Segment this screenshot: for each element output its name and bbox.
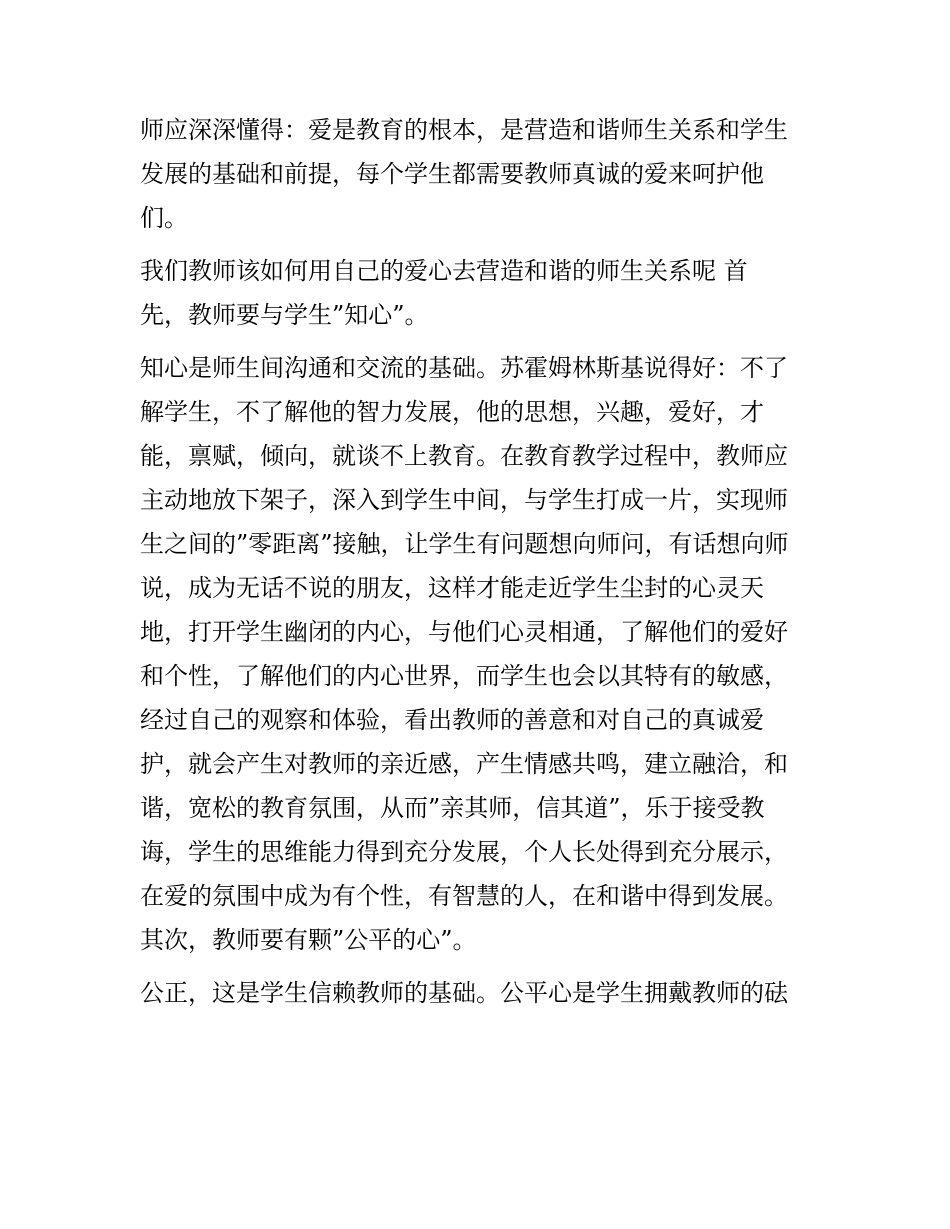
text-line: 我们教师该如何用自己的爱心去营造和谐的师生关系呢 首	[140, 257, 748, 285]
text-line: 主动地放下架子，深入到学生中间，与学生打成一片，实现师	[140, 486, 788, 514]
text-line: 公正，这是学生信赖教师的基础。公平心是学生拥戴教师的砝	[140, 979, 788, 1007]
text-line: 先，教师要与学生”知心”。	[140, 301, 429, 329]
text-line: 知心是师生间沟通和交流的基础。苏霍姆林斯基说得好：不了	[140, 354, 788, 382]
text-line: 谐，宽松的教育氛围，从而”亲其师，信其道”，乐于接受教	[140, 794, 765, 822]
text-line: 发展的基础和前提，每个学生都需要教师真诚的爱来呵护他	[140, 160, 764, 188]
text-line: 解学生，不了解他的智力发展，他的思想，兴趣，爱好，才	[140, 398, 764, 426]
paragraph-4	[140, 971, 820, 1015]
text-line: 和个性，了解他们的内心世界，而学生也会以其特有的敏感，	[140, 662, 788, 690]
text-line: 生之间的”零距离”接触，让学生有问题想向师问，有话想向师	[140, 530, 789, 558]
text-line: 经过自己的观察和体验，看出教师的善意和对自己的真诚爱	[140, 706, 764, 734]
text-line: 地，打开学生幽闭的内心，与他们心灵相通，了解他们的爱好	[140, 618, 788, 646]
document-body	[140, 108, 820, 1024]
text-line: 在爱的氛围中成为有个性，有智慧的人，在和谐中得到发展。	[140, 882, 788, 910]
text-line: 能，禀赋，倾向，就谈不上教育。在教育教学过程中，教师应	[140, 442, 788, 470]
text-line: 们。	[140, 204, 188, 232]
paragraph-1	[140, 108, 820, 240]
text-line: 师应深深懂得：爱是教育的根本，是营造和谐师生关系和学生	[140, 116, 788, 144]
text-line: 其次，教师要有颗”公平的心”。	[140, 926, 477, 954]
text-line: 说，成为无话不说的朋友，这样才能走近学生尘封的心灵天	[140, 574, 764, 602]
paragraph-2	[140, 249, 820, 337]
paragraph-3	[140, 346, 820, 962]
text-line: 护，就会产生对教师的亲近感，产生情感共鸣，建立融洽，和	[140, 750, 788, 778]
text-line: 诲，学生的思维能力得到充分发展，个人长处得到充分展示，	[140, 838, 788, 866]
